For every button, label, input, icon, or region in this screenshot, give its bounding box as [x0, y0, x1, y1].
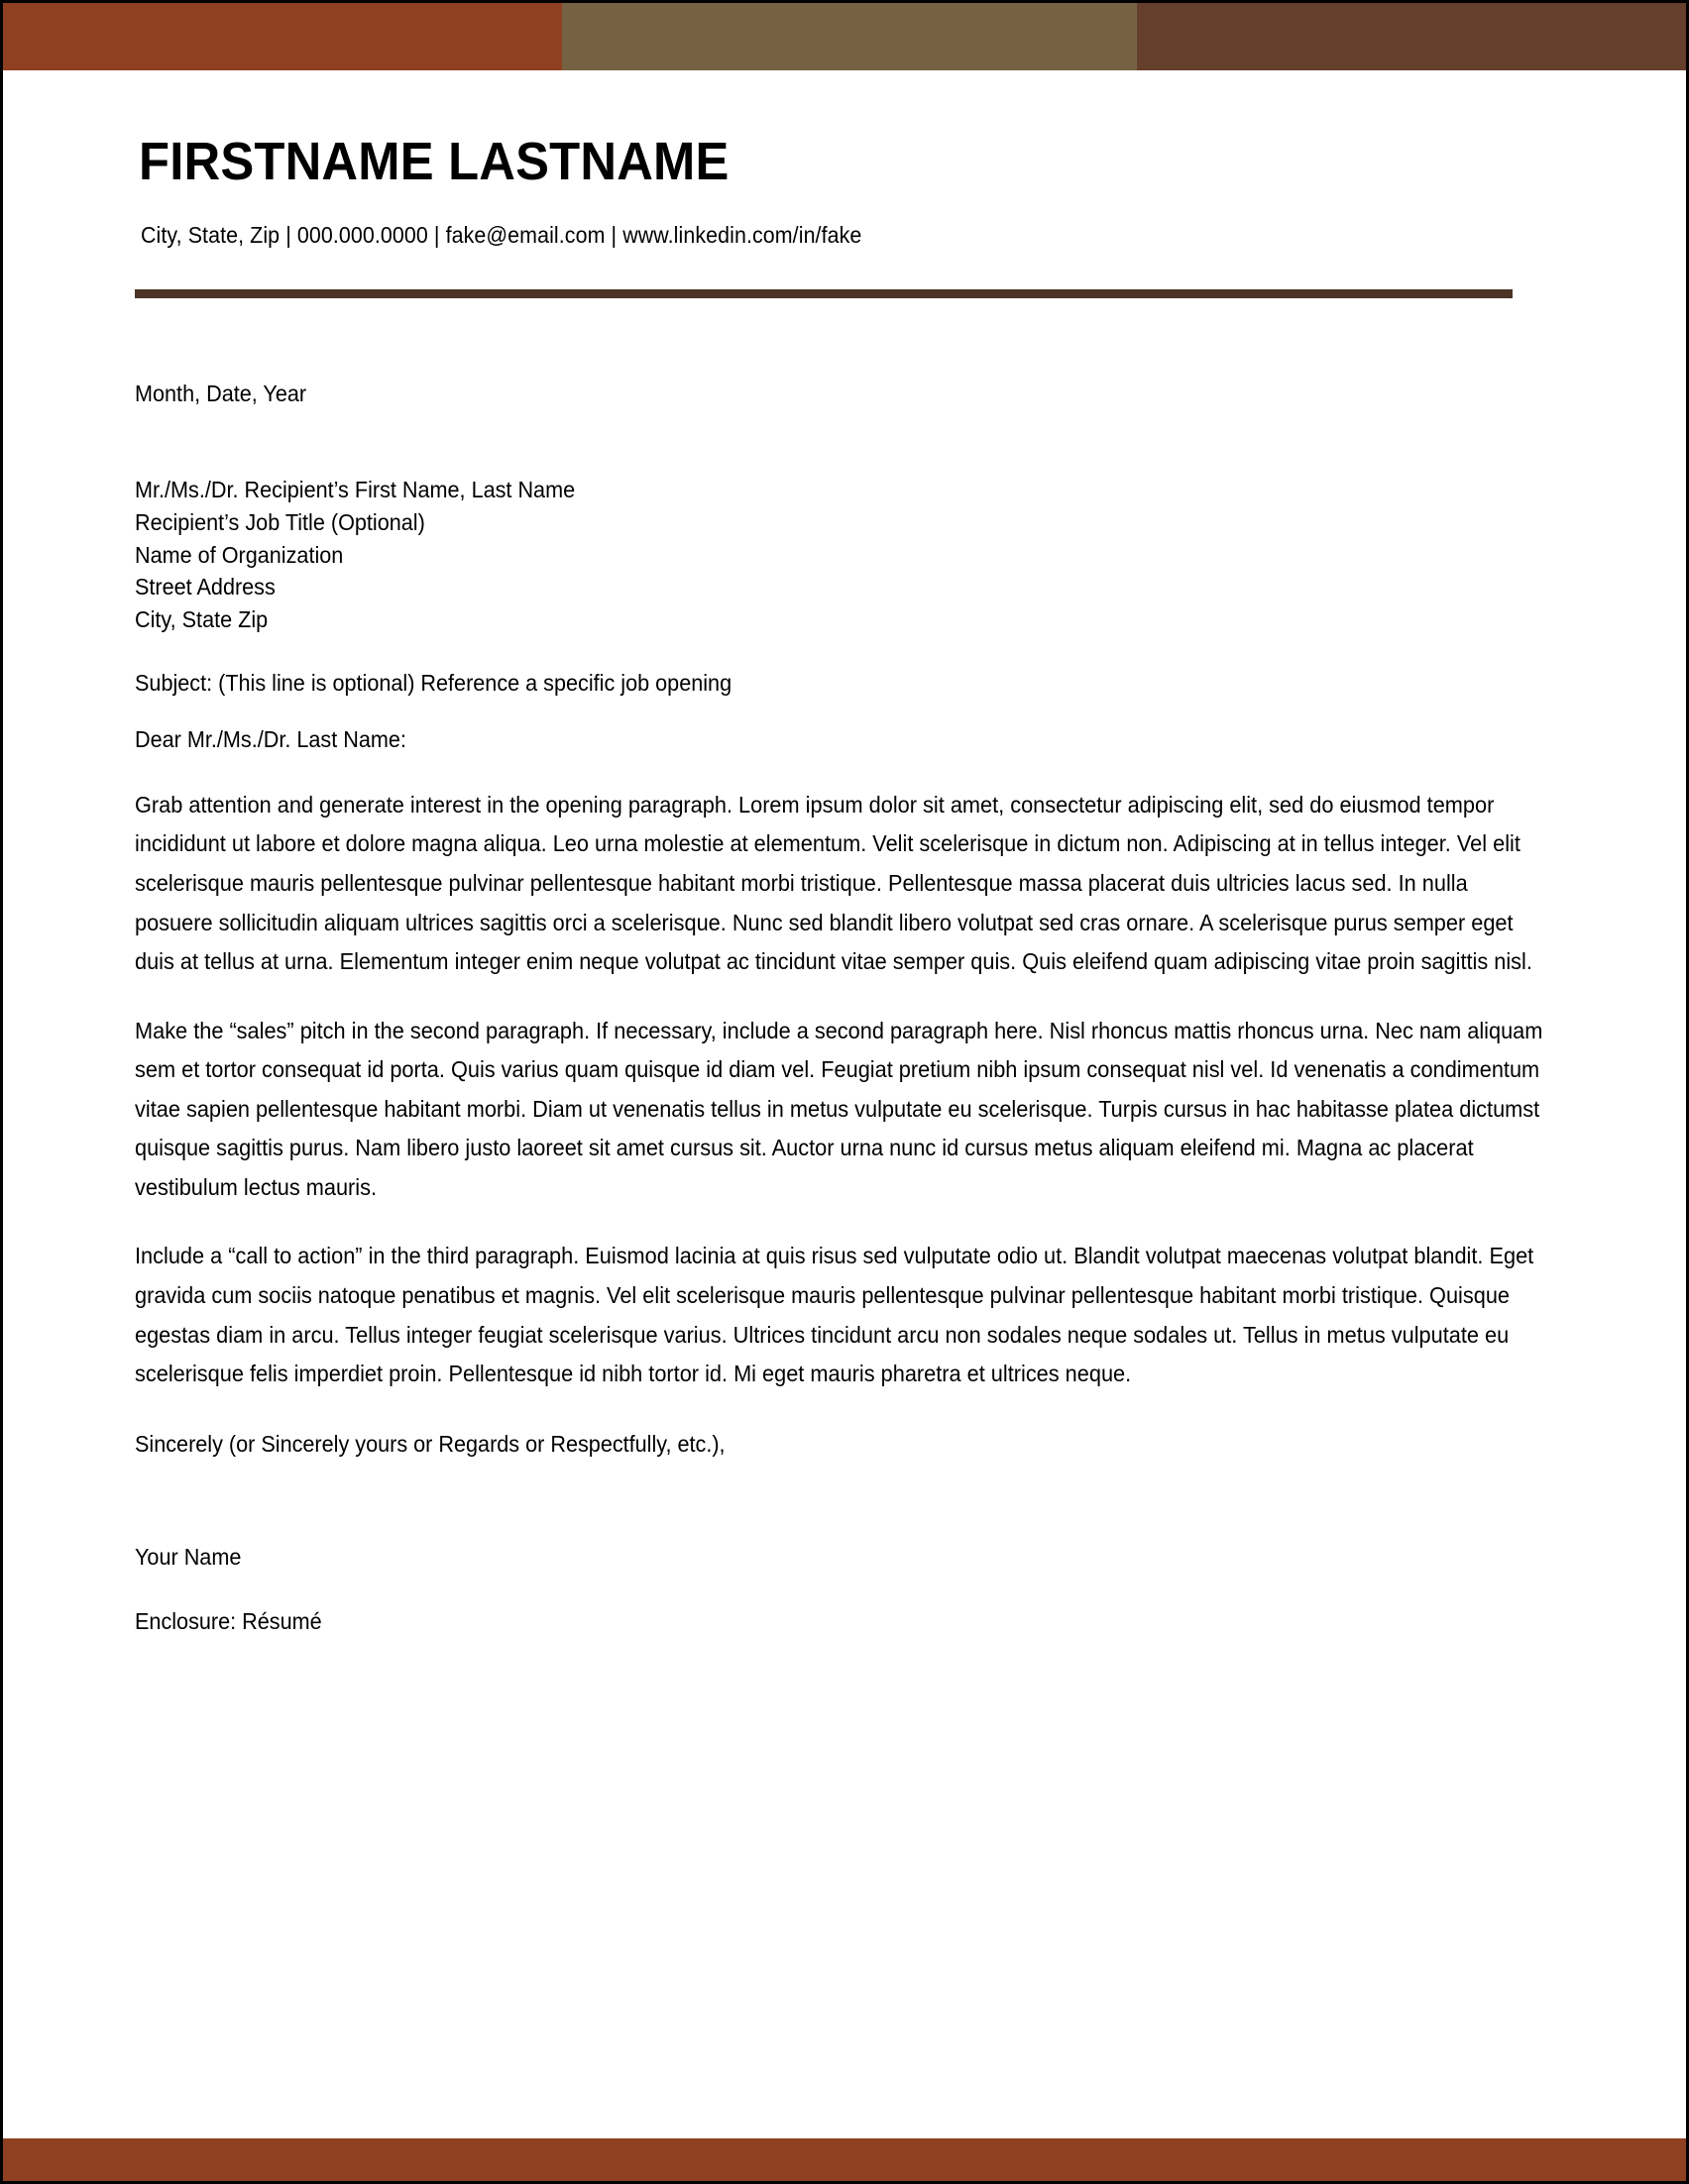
- footer-decorative-band: [3, 2138, 1686, 2181]
- recipient-job-title: Recipient’s Job Title (Optional): [135, 509, 425, 535]
- contact-info-line: City, State, Zip | 000.000.0000 | fake@email.com | www.linkedin.com/in/fake: [141, 221, 862, 248]
- recipient-address-block: [135, 474, 1467, 635]
- recipient-organization: Name of Organization: [135, 541, 344, 568]
- enclosure-line: Enclosure: Résumé: [135, 1607, 322, 1634]
- body-paragraph-3: Include a “call to action” in the third paragraph. Euismod lacinia at quis risus sed vulputate odio ut. Blandit volutpat maecenas volutpat blandit. Eget gravida cum sociis natoque penatibus et magnis. Vel elit scelerisque mauris pellentesque pulvinar pellentesque habitant morbi tristique. Quisque egestas diam in arcu. Tellus integer feugiat scelerisque varius. Ultrices tincidunt arcu non sodales neque sodales ut. Tellus in metus vulputate eu scelerisque felis imperdiet proin. Pellentesque id nibh tortor id. Mi eget mauris pharetra et ultrices neque.: [135, 1243, 1534, 1387]
- header-decorative-bands: [3, 3, 1686, 70]
- recipient-name: Mr./Ms./Dr. Recipient’s First Name, Last Name: [135, 477, 576, 503]
- letter-date: Month, Date, Year: [135, 380, 307, 406]
- header-band-center: [562, 3, 1137, 70]
- subject-line: Subject: (This line is optional) Reference a specific job opening: [135, 669, 732, 696]
- body-paragraph-1: Grab attention and generate interest in the opening paragraph. Lorem ipsum dolor sit amet, consectetur adipiscing elit, sed do eiusmod tempor incididunt ut labore et dolore magna aliqua. Leo urna molestie at elementum. Velit scelerisque in dictum non. Adipiscing at in tellus integer. Vel elit scelerisque mauris pellentesque pulvinar pellentesque habitant morbi tristique. Pellentesque massa placerat duis ultricies lacus sed. In nulla posuere sollicitudin aliquam ultrices sagittis orci a scelerisque. Nunc sed blandit libero volutpat sed cras ornare. A scelerisque purus semper eget duis at tellus at urna. Elementum integer enim neque volutpat ac tincidunt vitae semper quis. Quis eleifend quam adipiscing vitae proin sagittis nisl.: [135, 791, 1532, 975]
- recipient-street-address: Street Address: [135, 574, 276, 601]
- page-title: FIRSTNAME LASTNAME: [139, 132, 730, 191]
- body-paragraph-2: Make the “sales” pitch in the second paragraph. If necessary, include a second paragraph here. Nisl rhoncus mattis rhoncus urna. Nec nam aliquam sem et tortor consequat id porta. Quis varius quam quisque id diam vel. Feugiat pretium nibh ipsum consequat nisl vel. Id venenatis a condimentum vitae sapien pellentesque habitant morbi. Diam ut venenatis tellus in metus vulputate eu scelerisque. Turpis cursus in hac habitasse platea dictumst quisque sagittis purus. Nam libero justo laoreet sit amet cursus sit. Auctor urna nunc id cursus metus aliquam eleifend mi. Magna ac placerat vestibulum lectus mauris.: [135, 1017, 1543, 1200]
- salutation-line: Dear Mr./Ms./Dr. Last Name:: [135, 726, 406, 753]
- header-divider-rule: [135, 289, 1513, 298]
- header-band-left: [3, 3, 562, 70]
- header-band-right: [1137, 3, 1686, 70]
- letter-body: [135, 134, 1552, 1638]
- closing-line: Sincerely (or Sincerely yours or Regards or Respectfully, etc.),: [135, 1430, 726, 1457]
- recipient-city-state-zip: City, State Zip: [135, 605, 269, 632]
- signature-name: Your Name: [135, 1544, 242, 1571]
